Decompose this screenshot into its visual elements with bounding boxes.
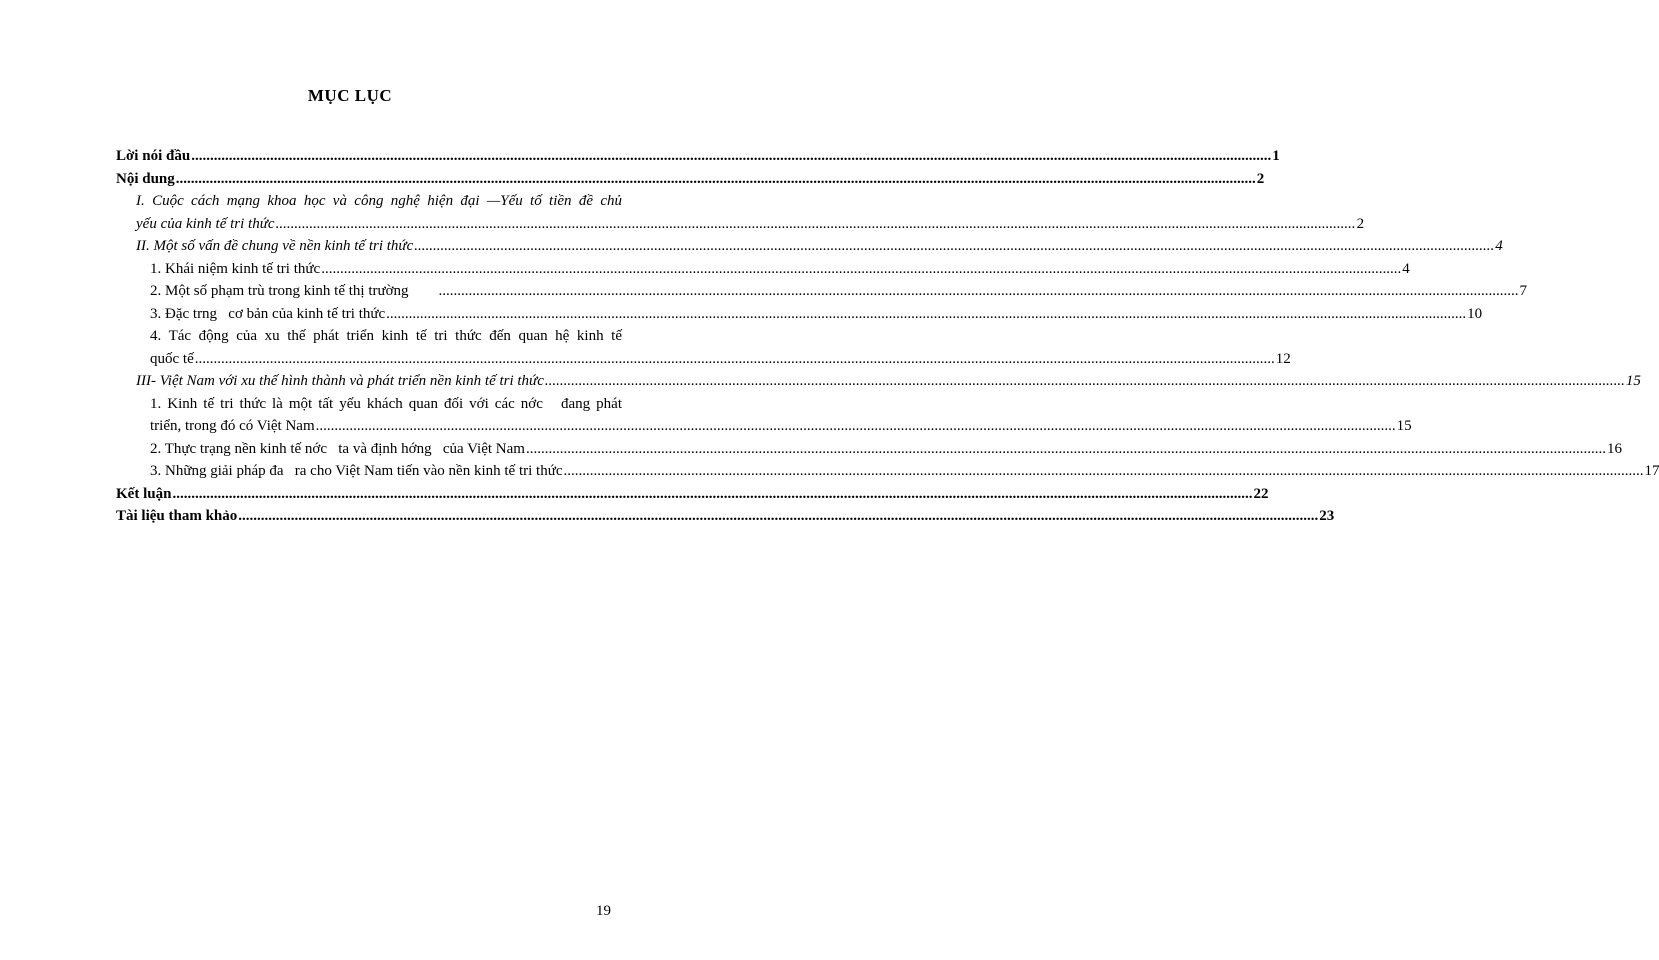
- dot-leader: [191, 145, 1271, 168]
- toc-entry-text-line2: quốc tế: [150, 350, 194, 367]
- dot-leader: [238, 505, 1318, 528]
- toc-page-number: 17: [1644, 463, 1659, 479]
- table-of-contents: [116, 145, 1659, 528]
- toc-entry-loi-noi-dau[interactable]: [116, 145, 1280, 168]
- toc-page-number: 4: [1495, 238, 1503, 254]
- toc-entry-text: Tài liệu tham khảo: [116, 508, 238, 524]
- toc-entry-3-3[interactable]: [116, 460, 1659, 483]
- dot-leader: [195, 348, 1275, 371]
- toc-entry-noi-dung[interactable]: [116, 168, 1265, 191]
- toc-entry-ket-luan[interactable]: [116, 483, 1269, 506]
- toc-entry-section-2[interactable]: [116, 235, 1503, 258]
- toc-entry-text-line1: I. Cuộc cách mạng khoa học và công nghệ hiện đại —Yếu tố tiền đề chủ: [136, 193, 622, 209]
- toc-page-number: 4: [1402, 260, 1410, 277]
- toc-page-number: 2: [1356, 215, 1365, 232]
- toc-page-number: 16: [1606, 440, 1622, 457]
- toc-entry-text: 2. Thực trạng nền kinh tế nớc ta và định hớng của Việt Nam: [150, 440, 525, 457]
- dot-leader: [414, 235, 1494, 258]
- toc-entry-text: Kết luận: [116, 485, 172, 502]
- toc-entry-section-3[interactable]: [116, 370, 1641, 393]
- toc-page-number: 7: [1519, 283, 1528, 299]
- toc-entry-text-line2: triển, trong đó có Việt Nam: [150, 418, 315, 434]
- toc-page-number: 2: [1256, 170, 1265, 187]
- dot-leader: [545, 370, 1625, 393]
- dot-leader: [316, 415, 1396, 438]
- toc-entry-3-2[interactable]: [116, 438, 1622, 461]
- dot-leader: [386, 303, 1466, 326]
- toc-entry-text: 3. Đặc trng cơ bản của kinh tế tri thức: [150, 305, 386, 322]
- dot-leader: [276, 213, 1356, 236]
- page-title: MỤC LỤC: [307, 86, 393, 105]
- toc-entry-text-line2: yếu của kinh tế tri thức: [136, 215, 275, 232]
- toc-entry-2-3[interactable]: [116, 303, 1483, 326]
- toc-entry-text-line1: 4. Tác động của xu thế phát triển kinh tế tri thức đến quan hệ kinh tế: [150, 328, 622, 344]
- dot-leader: [176, 168, 1256, 191]
- dot-leader: [172, 483, 1252, 506]
- toc-entry-text: II. Một số vấn đề chung về nền kinh tế tri thức: [136, 238, 414, 254]
- toc-page-number: 12: [1275, 350, 1291, 367]
- toc-page-number: 22: [1253, 485, 1269, 502]
- toc-page-number: 1: [1272, 148, 1280, 164]
- toc-page-number: 10: [1467, 305, 1483, 322]
- dot-leader: [439, 280, 1519, 303]
- toc-page-number: 23: [1319, 508, 1335, 524]
- toc-entry-text: Nội dung: [116, 170, 175, 187]
- toc-entry-2-1[interactable]: [116, 258, 1410, 281]
- toc-entry-text: 1. Khái niệm kinh tế tri thức: [150, 260, 321, 277]
- toc-entry-3-1[interactable]: [116, 393, 1412, 438]
- toc-entry-text: III- Việt Nam với xu thế hình thành và phát triển nền kinh tế tri thức: [136, 373, 544, 389]
- toc-page-number: 15: [1625, 373, 1641, 389]
- toc-entry-2-2[interactable]: [116, 280, 1528, 303]
- toc-entry-text: Lời nói đầu: [116, 148, 191, 164]
- toc-entry-2-4[interactable]: [116, 325, 1291, 370]
- toc-entry-text: 2. Một số phạm trù trong kinh tế thị trường: [150, 283, 409, 299]
- toc-entry-tai-lieu-tham-khao[interactable]: [116, 505, 1335, 528]
- toc-page-number: 15: [1396, 418, 1412, 434]
- toc-entry-text: 3. Những giải pháp đa ra cho Việt Nam tiến vào nền kinh tế tri thức: [150, 463, 563, 479]
- dot-leader: [526, 438, 1606, 461]
- page-number: 19: [596, 903, 611, 919]
- toc-entry-text-line1: 1. Kinh tế tri thức là một tất yếu khách quan đối với các nớc đang phát: [150, 395, 622, 412]
- dot-leader: [321, 258, 1401, 281]
- dot-leader: [563, 460, 1643, 483]
- toc-entry-section-1[interactable]: [116, 190, 1365, 235]
